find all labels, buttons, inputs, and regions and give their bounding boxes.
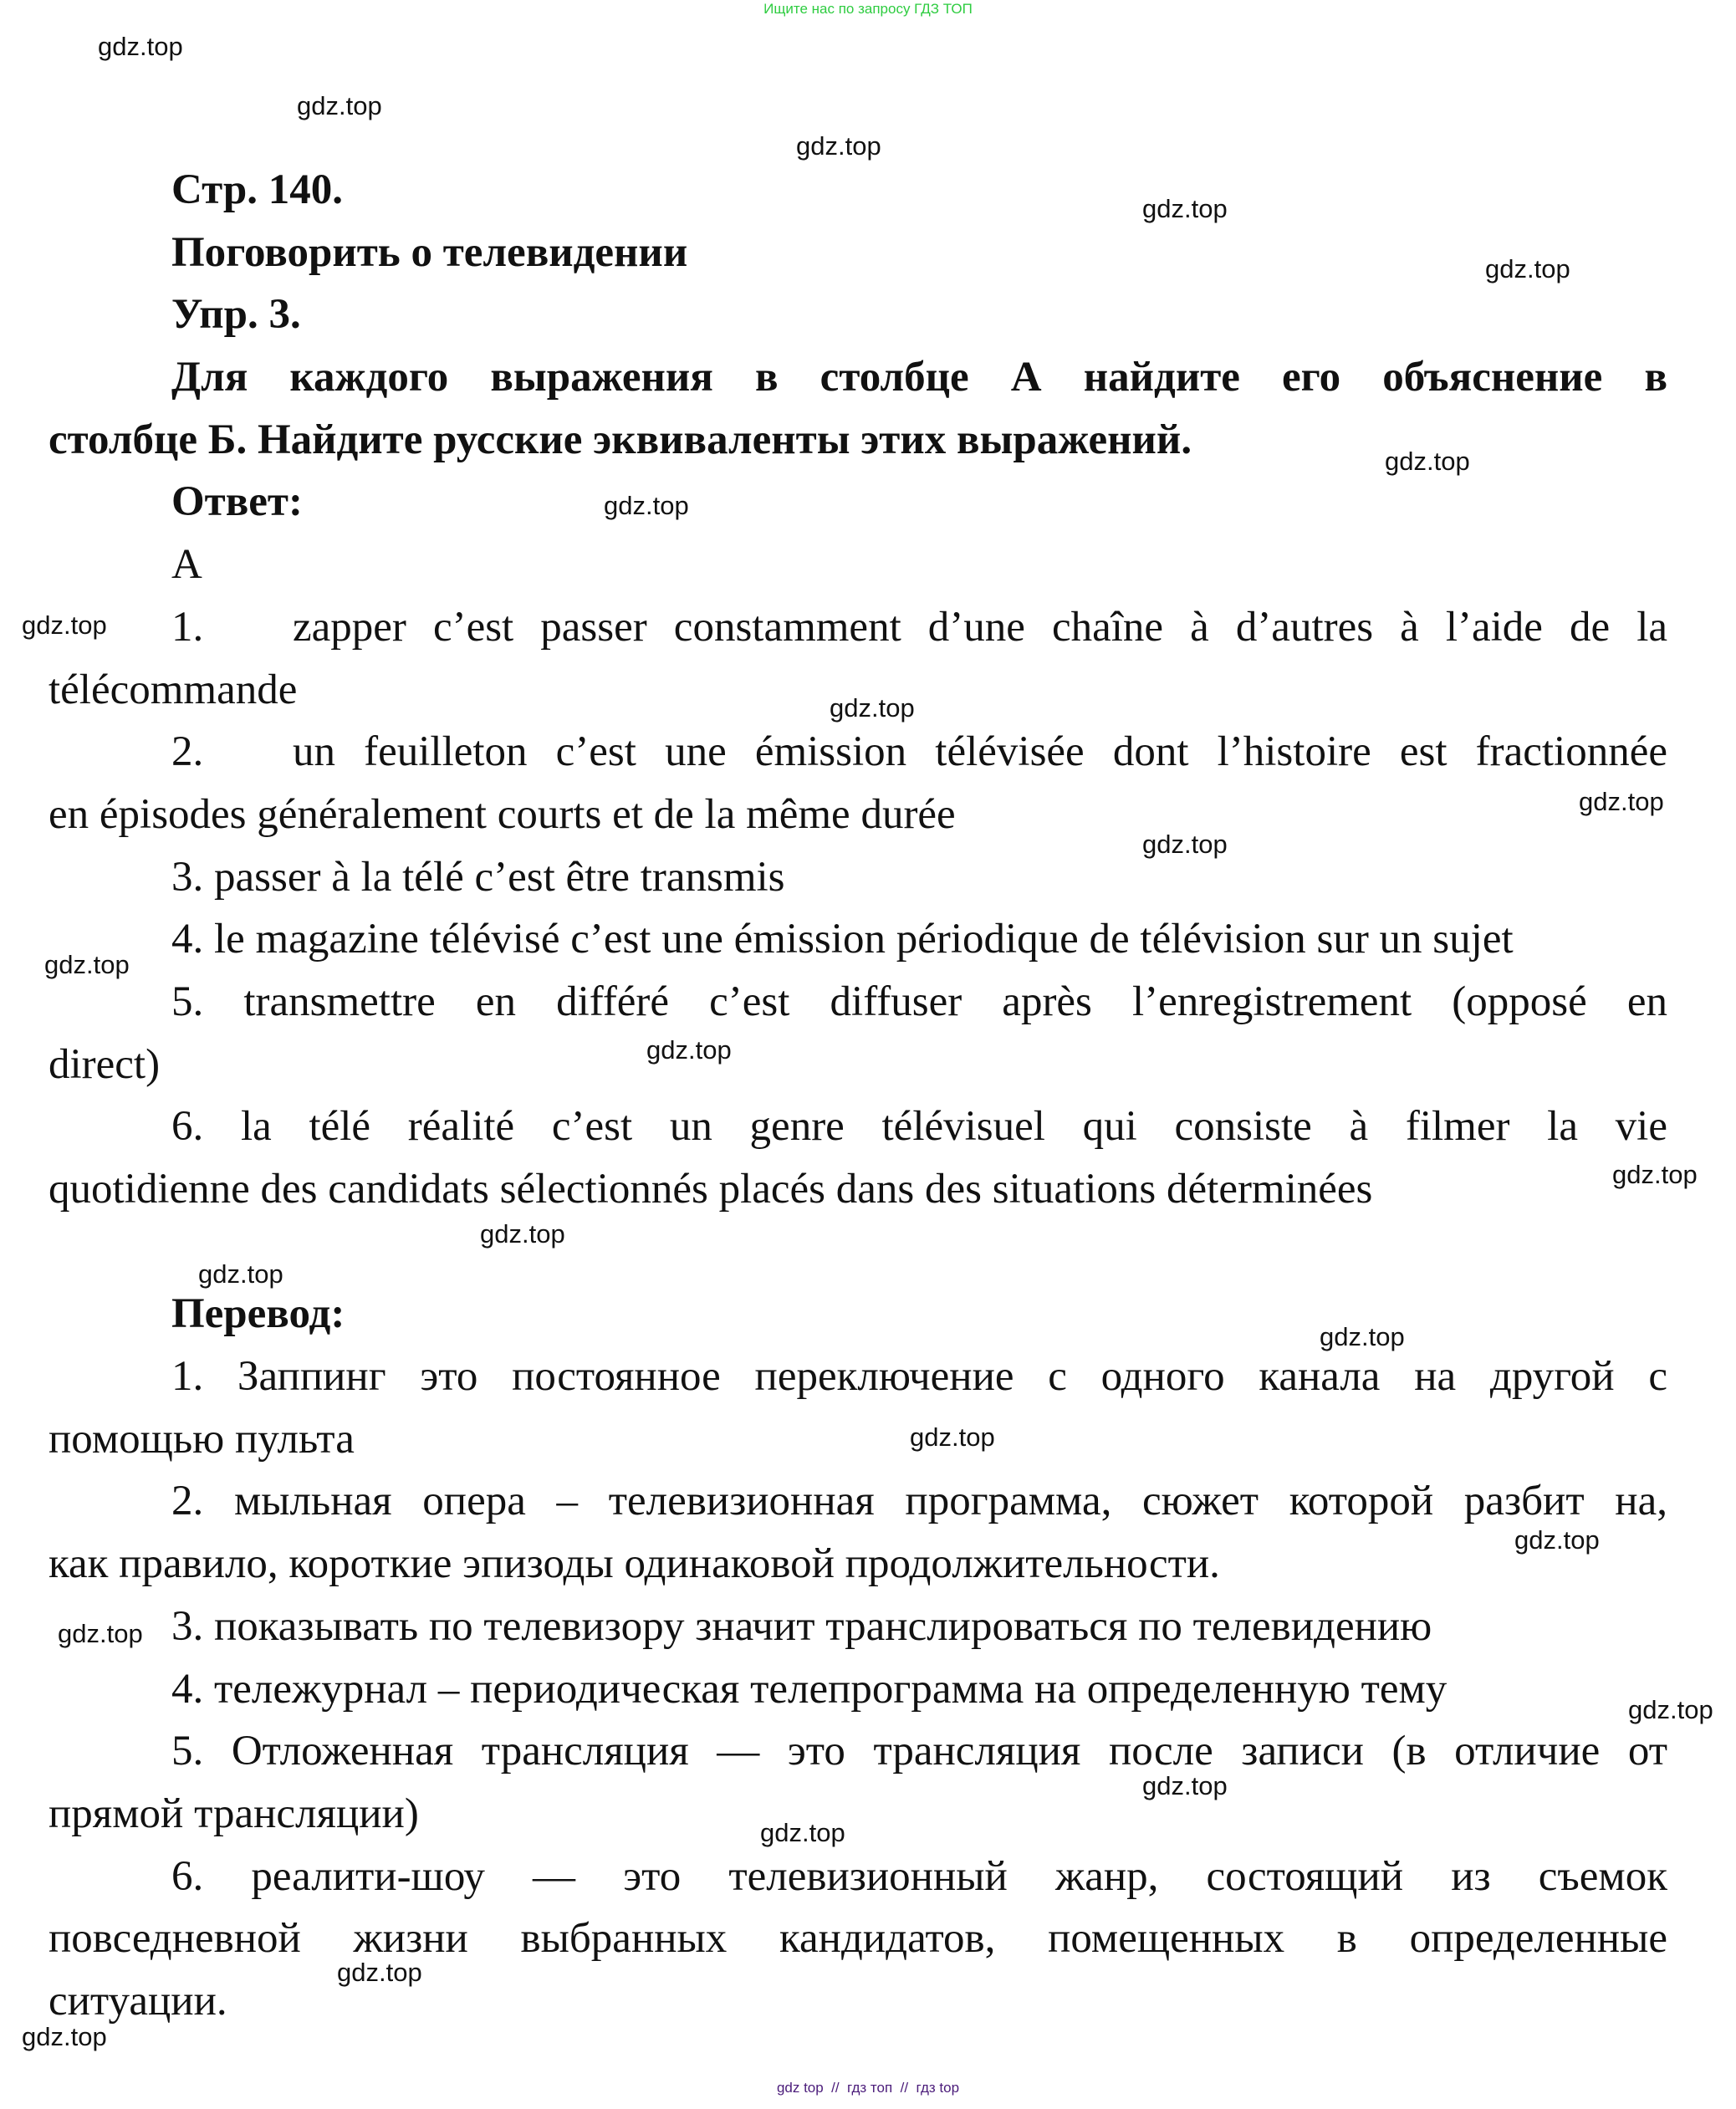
footer-links: gdz top // гдз топ // гдз top xyxy=(776,2080,960,2096)
task-text-line: Для каждого выражения в столбце А найдите его объяснение в xyxy=(171,354,1667,401)
translation-item-line: 3. показывать по телевизору значит транслироваться по телевидению xyxy=(171,1602,1432,1650)
watermark: gdz.top xyxy=(480,1219,565,1249)
watermark: gdz.top xyxy=(1385,447,1470,476)
watermark: gdz.top xyxy=(830,693,915,723)
watermark: gdz.top xyxy=(1612,1160,1698,1189)
watermark: gdz.top xyxy=(796,131,881,161)
blank-line xyxy=(49,1221,1667,1284)
watermark: gdz.top xyxy=(910,1422,995,1452)
document-body xyxy=(49,159,1667,2033)
topic-title: Поговорить о телевидении xyxy=(171,228,688,276)
answer-item-line: 4. le magazine télévisé c’est une émission périodique de télévision sur un sujet xyxy=(171,916,1514,963)
task-text-line: столбце Б. Найдите русские эквиваленты этих выражений. xyxy=(49,416,1192,463)
watermark: gdz.top xyxy=(58,1619,143,1648)
answer-item-line: en épisodes généralement courts et de la même durée xyxy=(49,790,956,838)
watermark: gdz.top xyxy=(646,1035,732,1065)
watermark: gdz.top xyxy=(98,32,183,61)
answer-label: Ответ: xyxy=(171,478,303,526)
page-number: Стр. 140. xyxy=(171,166,343,213)
item-text: zapper c’est passer constamment d’une chaîne à d’autres à l’aide de la xyxy=(293,603,1667,651)
watermark: gdz.top xyxy=(22,610,107,640)
translation-item-line: 4. тележурнал – периодическая телепрограмма на определенную тему xyxy=(171,1665,1448,1713)
watermark: gdz.top xyxy=(198,1259,283,1289)
translation-item-line: прямой трансляции) xyxy=(49,1790,419,1837)
item-number: 2. xyxy=(171,728,204,776)
watermark: gdz.top xyxy=(604,491,689,520)
translation-item-line: 1. Заппинг это постоянное переключение с одного канала на другой с xyxy=(171,1353,1667,1401)
answer-item-line xyxy=(49,596,1667,659)
watermark: gdz.top xyxy=(44,950,130,979)
answer-item-line xyxy=(49,721,1667,784)
answer-item-line: 5. transmettre en différé c’est diffuser après l’enregistrement (opposé en xyxy=(171,978,1667,1025)
answer-item-line: 3. passer à la télé c’est être transmis xyxy=(171,853,785,901)
column-label: A xyxy=(171,541,202,589)
watermark: gdz.top xyxy=(1142,194,1228,223)
watermark: gdz.top xyxy=(1142,1771,1228,1800)
item-number: 1. xyxy=(171,603,204,651)
answer-item-line: direct) xyxy=(49,1040,161,1088)
watermark: gdz.top xyxy=(297,91,382,120)
translation-item-line: помощью пульта xyxy=(49,1415,355,1463)
answer-item-line: quotidienne des candidats sélectionnés placés dans des situations déterminées xyxy=(49,1166,1373,1213)
translation-item-line: 6. реалити-шоу — это телевизионный жанр, состоящий из съемок xyxy=(171,1852,1667,1900)
watermark: gdz.top xyxy=(22,2022,107,2051)
translation-item-line: 5. Отложенная трансляция — это трансляция после записи (в отличие от xyxy=(171,1728,1667,1775)
translation-item-line: 2. мыльная опера – телевизионная программа, сюжет которой разбит на, xyxy=(171,1478,1667,1525)
translation-label: Перевод: xyxy=(171,1290,345,1338)
watermark: gdz.top xyxy=(337,1958,422,1987)
translation-item-line: ситуации. xyxy=(49,1977,227,2025)
watermark: gdz.top xyxy=(760,1818,845,1847)
watermark: gdz.top xyxy=(1628,1695,1713,1724)
translation-item-line: повседневной жизни выбранных кандидатов, помещенных в определенные xyxy=(49,1915,1667,1963)
watermark: gdz.top xyxy=(1579,787,1664,816)
watermark: gdz.top xyxy=(1142,830,1228,859)
watermark: gdz.top xyxy=(1514,1525,1600,1555)
answer-item-line: 6. la télé réalité c’est un genre télévisuel qui consiste à filmer la vie xyxy=(171,1103,1667,1151)
watermark: gdz.top xyxy=(1320,1322,1405,1351)
answer-item-line: télécommande xyxy=(49,666,298,713)
item-text: un feuilleton c’est une émission télévisée dont l’histoire est fractionnée xyxy=(293,728,1667,776)
translation-item-line: как правило, короткие эпизоды одинаковой продолжительности. xyxy=(49,1540,1220,1588)
watermark: gdz.top xyxy=(1485,254,1570,283)
search-banner: Ищите нас по запросу ГДЗ ТОП xyxy=(763,1,973,17)
exercise-number: Упр. 3. xyxy=(171,291,301,339)
